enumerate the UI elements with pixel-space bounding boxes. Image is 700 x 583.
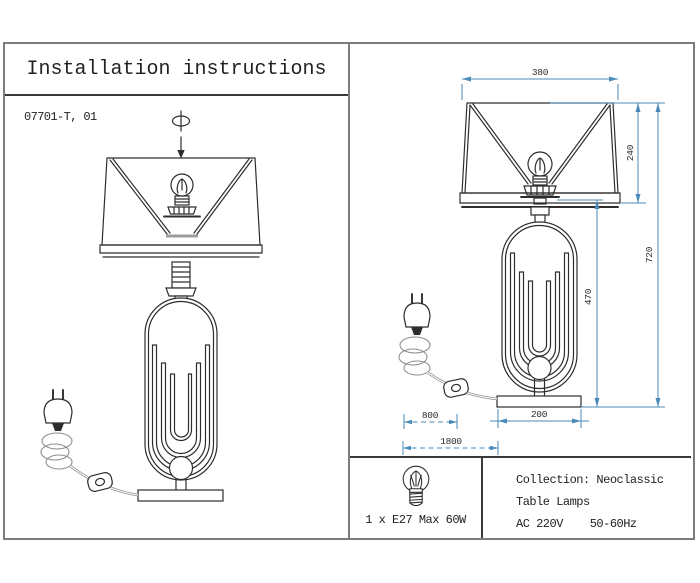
spec-category: Table Lamps: [516, 495, 590, 509]
bulb-spec-label: 1 x E27 Max 60W: [365, 513, 466, 527]
product-spec-cell: [483, 458, 691, 538]
title-box: [5, 44, 348, 96]
dim-label-1800: 1800: [440, 436, 462, 447]
spec-box: [350, 456, 691, 538]
dim-label-720: 720: [644, 246, 655, 264]
bulb-spec-icon: [384, 464, 448, 510]
dim-label-380: 380: [531, 67, 549, 78]
spec-collection: Collection: Neoclassic: [516, 473, 664, 487]
model-number: 07701-T, 01: [24, 110, 97, 124]
dim-label-800: 800: [421, 410, 439, 421]
dim-label-200: 200: [530, 409, 548, 420]
bulb-spec-cell: [350, 458, 483, 538]
spec-power: AC 220V 50-60Hz: [516, 517, 637, 531]
page-title: Installation instructions: [26, 57, 327, 81]
dim-label-470: 470: [583, 288, 594, 306]
dim-label-240: 240: [625, 144, 636, 162]
